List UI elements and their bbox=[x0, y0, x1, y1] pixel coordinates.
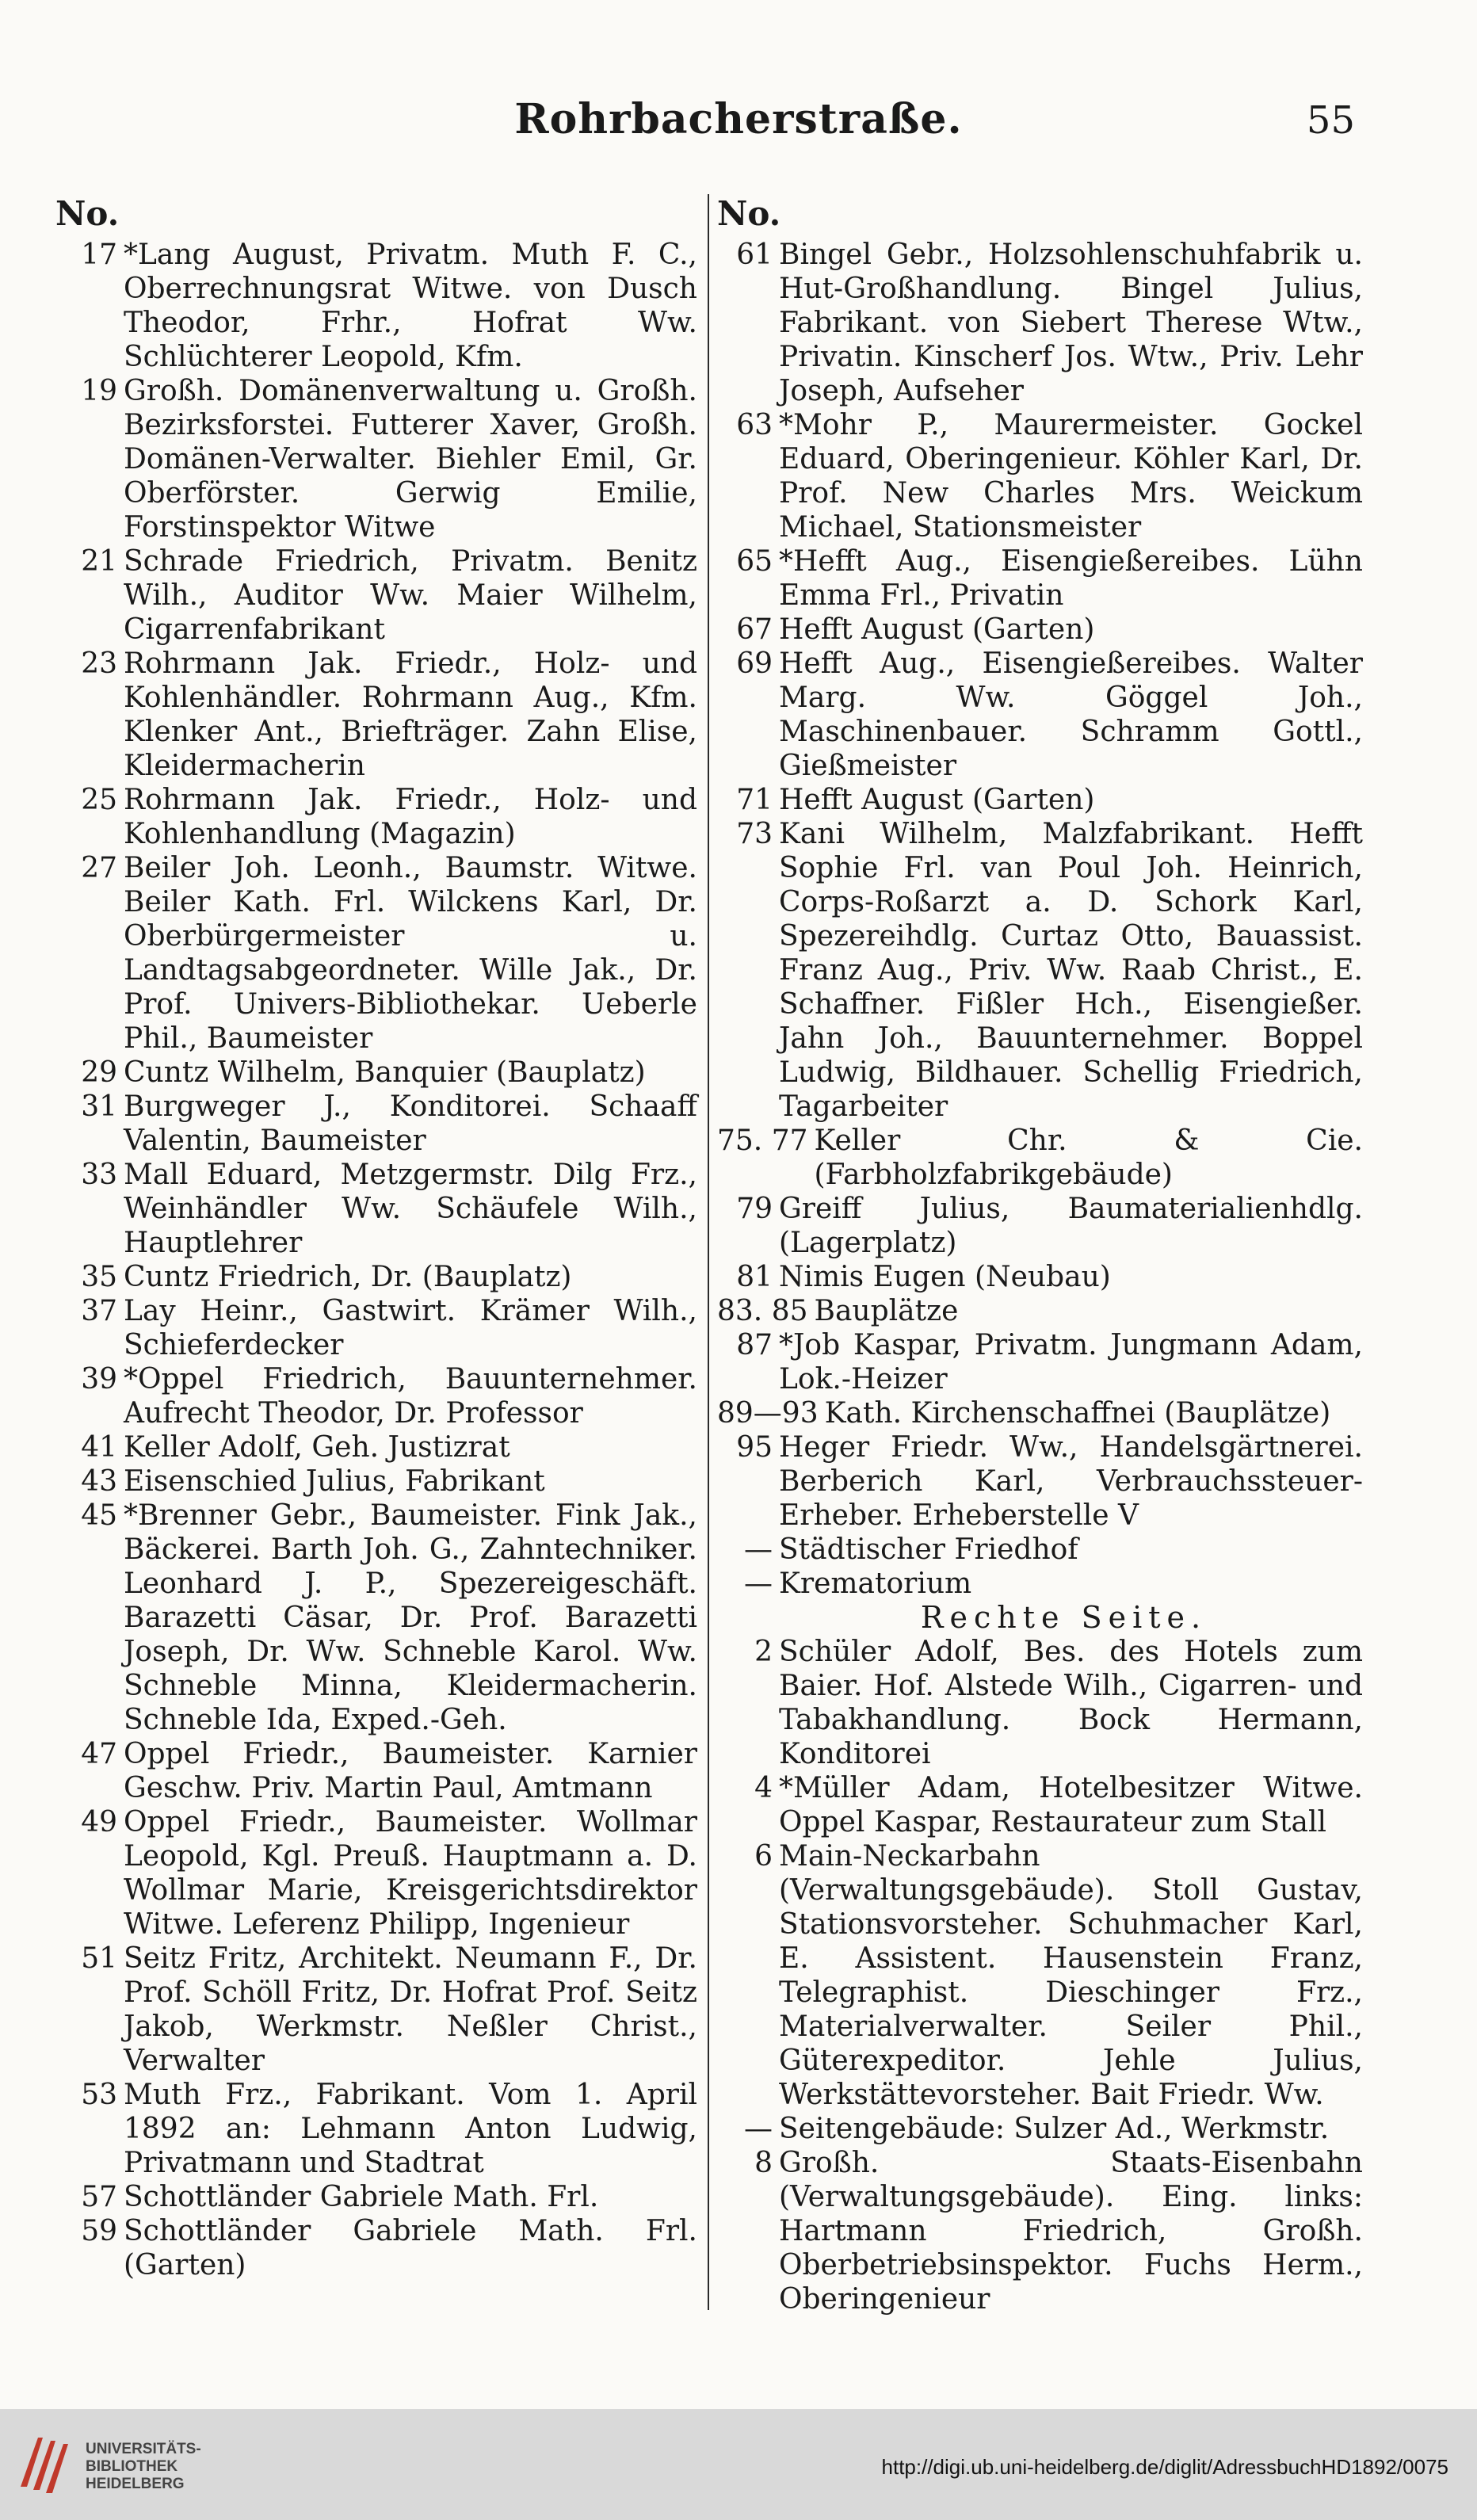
house-number: 8 bbox=[754, 2147, 773, 2179]
resident-list: Burgweger J., Konditorei. Schaaff Valentin, Baumeister bbox=[124, 1090, 697, 1157]
resident-list: Nimis Eugen (Neubau) bbox=[779, 1261, 1111, 1293]
address-entry bbox=[55, 1499, 697, 1737]
resident-list: Seitengebäude: Sulzer Ad., Werkmstr. bbox=[779, 2113, 1330, 2145]
house-number: 17 bbox=[81, 239, 117, 271]
resident-list: Cuntz Wilhelm, Banquier (Bauplatz) bbox=[124, 1056, 646, 1089]
address-entry bbox=[55, 1158, 697, 1260]
column-divider bbox=[708, 194, 709, 2310]
house-number: 67 bbox=[736, 613, 773, 646]
resident-list: *Job Kaspar, Privatm. Jungmann Adam, Lok.-Heizer bbox=[779, 1329, 1363, 1396]
resident-list: Städtischer Friedhof bbox=[779, 1533, 1078, 1566]
address-entry bbox=[55, 1260, 697, 1294]
resident-list: *Lang August, Privatm. Muth F. C., Oberrechnungsrat Witwe. von Dusch Theodor, Frhr., Hofrat Ww. Schlüchterer Leopold, Kfm. bbox=[124, 239, 697, 373]
resident-list: Schottländer Gabriele Math. Frl. (Garten) bbox=[124, 2215, 697, 2281]
address-entry bbox=[55, 1430, 697, 1464]
house-number: 35 bbox=[81, 1261, 117, 1293]
house-number: 29 bbox=[81, 1056, 117, 1089]
address-entry bbox=[717, 2112, 1363, 2146]
resident-list: Oppel Friedr., Baumeister. Wollmar Leopold, Kgl. Preuß. Hauptmann a. D. Wollmar Marie, Kreisgerichtsdirektor Witwe. Leferenz Philipp, Ingenieur bbox=[124, 1806, 697, 1941]
resident-list: Mall Eduard, Metzgermstr. Dilg Frz., Weinhändler Ww. Schäufele Wilh., Hauptlehrer bbox=[124, 1159, 697, 1259]
house-number: 83. 85 bbox=[717, 1295, 808, 1327]
resident-list: Lay Heinr., Gastwirt. Krämer Wilh., Schieferdecker bbox=[124, 1295, 697, 1361]
address-entry bbox=[717, 1124, 1363, 1192]
house-number: 31 bbox=[81, 1090, 117, 1123]
resident-list: *Hefft Aug., Eisengießereibes. Lühn Emma Frl., Privatin bbox=[779, 545, 1363, 612]
address-entry bbox=[55, 2078, 697, 2180]
address-entry bbox=[55, 1464, 697, 1499]
address-entry bbox=[717, 1396, 1363, 1430]
address-entry bbox=[55, 1805, 697, 1942]
house-number: 73 bbox=[736, 818, 773, 850]
resident-list: Kani Wilhelm, Malzfabrikant. Hefft Sophie Frl. van Poul Joh. Heinrich, Corps-Roßarzt a. D. Schork Karl, Spezereihdlg. Curtaz Otto, Bauassist. Franz Aug., Priv. Ww. Raab Christ., E. Schaffner. Fißler Hch., Eisengießer. Jahn Joh., Bauunternehmer. Boppel Ludwig, Bildhauer. Schellig Friedrich, Tagarbeiter bbox=[779, 818, 1363, 1123]
address-entry bbox=[717, 1771, 1363, 1839]
house-number: 4 bbox=[754, 1772, 773, 1804]
address-entry bbox=[717, 1635, 1363, 1771]
house-number: 89—93 bbox=[717, 1397, 819, 1430]
address-entry bbox=[55, 2180, 697, 2214]
resident-list: Keller Adolf, Geh. Justizrat bbox=[124, 1431, 510, 1464]
page-title: Rohrbacherstraße. bbox=[514, 95, 963, 143]
resident-list: Rohrmann Jak. Friedr., Holz- und Kohlenhändler. Rohrmann Aug., Kfm. Klenker Ant., Briefträger. Zahn Elise, Kleidermacherin bbox=[124, 647, 697, 782]
house-number: 37 bbox=[81, 1295, 117, 1327]
house-number: 79 bbox=[736, 1193, 773, 1225]
resident-list: Cuntz Friedrich, Dr. (Bauplatz) bbox=[124, 1261, 572, 1293]
address-entry bbox=[717, 647, 1363, 783]
address-entry bbox=[55, 647, 697, 783]
left-column bbox=[55, 190, 697, 2282]
resident-list: Muth Frz., Fabrikant. Vom 1. April 1892 an: Lehmann Anton Ludwig, Privatmann und Stadtrat bbox=[124, 2079, 697, 2179]
right-column bbox=[717, 190, 1363, 2316]
resident-list: Heger Friedr. Ww., Handelsgärtnerei. Berberich Karl, Verbrauchssteuer-Erheber. Erheberstelle V bbox=[779, 1431, 1363, 1532]
address-entry bbox=[55, 238, 697, 374]
house-number: — bbox=[744, 2113, 773, 2145]
resident-list: Oppel Friedr., Baumeister. Karnier Geschw. Priv. Martin Paul, Amtmann bbox=[124, 1738, 697, 1804]
resident-list: Hefft August (Garten) bbox=[779, 613, 1095, 646]
resident-list: Schottländer Gabriele Math. Frl. bbox=[124, 2181, 599, 2213]
resident-list: *Oppel Friedrich, Bauunternehmer. Aufrecht Theodor, Dr. Professor bbox=[124, 1363, 697, 1430]
address-entry bbox=[55, 2214, 697, 2282]
resident-list: Großh. Staats-Eisenbahn (Verwaltungsgebäude). Eing. links: Hartmann Friedrich, Großh. Oberbetriebsinspektor. Fuchs Herm., Oberingenieur bbox=[779, 2147, 1363, 2316]
house-number: 25 bbox=[81, 784, 117, 816]
address-entry bbox=[55, 1362, 697, 1430]
resident-list: Greiff Julius, Baumaterialienhdlg. (Lagerplatz) bbox=[779, 1193, 1363, 1259]
address-entry bbox=[55, 374, 697, 544]
address-entry bbox=[717, 1839, 1363, 2112]
house-number: 61 bbox=[736, 239, 773, 271]
logo-line: BIBLIOTHEK bbox=[86, 2458, 178, 2475]
column-label: No. bbox=[717, 194, 781, 233]
resident-list: Bauplätze bbox=[814, 1295, 959, 1327]
house-number: 49 bbox=[81, 1806, 117, 1838]
address-entry bbox=[55, 1737, 697, 1805]
house-number: 95 bbox=[736, 1431, 773, 1464]
house-number: 51 bbox=[81, 1942, 117, 1975]
resident-list: Hefft August (Garten) bbox=[779, 784, 1095, 816]
address-entry bbox=[717, 1430, 1363, 1533]
resident-list: Beiler Joh. Leonh., Baumstr. Witwe. Beiler Kath. Frl. Wilckens Karl, Dr. Oberbürgermeister u. Landtagsabgeordneter. Wille Jak., Dr. Prof. Univers‑Bibliothekar. Ueberle Phil., Baumeister bbox=[124, 852, 697, 1055]
resident-list: Seitz Fritz, Architekt. Neumann F., Dr. Prof. Schöll Fritz, Dr. Hofrat Prof. Seitz Jakob, Werkmstr. Neßler Christ., Verwalter bbox=[124, 1942, 697, 2077]
address-entry bbox=[717, 2146, 1363, 2316]
address-entry bbox=[717, 613, 1363, 647]
address-entry bbox=[717, 1260, 1363, 1294]
address-entry bbox=[55, 1294, 697, 1362]
house-number: 87 bbox=[736, 1329, 773, 1361]
resident-list: Krematorium bbox=[779, 1567, 972, 1600]
address-entry bbox=[55, 851, 697, 1056]
house-number: 39 bbox=[81, 1363, 117, 1396]
house-number: 59 bbox=[81, 2215, 117, 2247]
address-entry bbox=[717, 1328, 1363, 1396]
resident-list: *Mohr P., Maurermeister. Gockel Eduard, Oberingenieur. Köhler Karl, Dr. Prof. New Charles Mrs. Weickum Michael, Stationsmeister bbox=[779, 409, 1363, 544]
house-number: 33 bbox=[81, 1159, 117, 1191]
library-logo-text bbox=[86, 2441, 244, 2493]
address-entry bbox=[55, 783, 697, 851]
logo-line: UNIVERSITÄTS- bbox=[86, 2441, 201, 2457]
source-url-link[interactable]: http://digi.ub.uni-heidelberg.de/diglit/AdressbuchHD1892/0075 bbox=[881, 2455, 1448, 2479]
address-entry bbox=[717, 1567, 1363, 1601]
resident-list: Eisenschied Julius, Fabrikant bbox=[124, 1465, 545, 1498]
house-number: 6 bbox=[754, 1840, 773, 1873]
address-entry bbox=[717, 1294, 1363, 1328]
address-entry bbox=[717, 1533, 1363, 1567]
house-number: 45 bbox=[81, 1499, 117, 1532]
resident-list: *Brenner Gebr., Baumeister. Fink Jak., Bäckerei. Barth Joh. G., Zahntechniker. Leonhard J. P., Spezereigeschäft. Barazetti Cäsar, Dr. Prof. Barazetti Joseph, Dr. Ww. Schneble Karol. Ww. Schneble Minna, Kleidermacherin. Schneble Ida, Exped.-Geh. bbox=[124, 1499, 697, 1736]
house-number: 47 bbox=[81, 1738, 117, 1770]
resident-list: *Müller Adam, Hotelbesitzer Witwe. Oppel Kaspar, Restaurateur zum Stall bbox=[779, 1772, 1363, 1838]
address-entry bbox=[55, 544, 697, 647]
house-number: — bbox=[744, 1567, 773, 1600]
address-entry bbox=[717, 408, 1363, 544]
column-label: No. bbox=[55, 194, 120, 233]
house-number: 27 bbox=[81, 852, 117, 884]
resident-list: Keller Chr. & Cie. (Farbholzfabrikgebäude) bbox=[814, 1124, 1363, 1191]
house-number: 53 bbox=[81, 2079, 117, 2111]
resident-list: Hefft Aug., Eisengießereibes. Walter Marg. Ww. Göggel Joh., Maschinenbauer. Schramm Gottl., Gießmeister bbox=[779, 647, 1363, 782]
address-entry bbox=[717, 1192, 1363, 1260]
address-entry bbox=[717, 817, 1363, 1124]
address-entry bbox=[717, 783, 1363, 817]
entry-list bbox=[717, 238, 1363, 2316]
library-logo-icon bbox=[14, 2431, 76, 2498]
section-heading: Rechte Seite. bbox=[920, 1600, 1208, 1635]
address-entry bbox=[55, 1056, 697, 1090]
house-number: 23 bbox=[81, 647, 117, 680]
house-number: 75. 77 bbox=[717, 1124, 808, 1157]
house-number: 21 bbox=[81, 545, 117, 578]
logo-line: HEIDELBERG bbox=[86, 2476, 185, 2492]
address-entry bbox=[717, 544, 1363, 613]
house-number: — bbox=[744, 1533, 773, 1566]
house-number: 63 bbox=[736, 409, 773, 441]
resident-list: Großh. Domänenverwaltung u. Großh. Bezirksforstei. Futterer Xaver, Großh. Domänen-Verwalter. Biehler Emil, Gr. Oberförster. Gerwig Emilie, Forstinspektor Witwe bbox=[124, 375, 697, 544]
house-number: 41 bbox=[81, 1431, 117, 1464]
resident-list: Schüler Adolf, Bes. des Hotels zum Baier. Hof. Alstede Wilh., Cigarren- und Tabakhandlung. Bock Hermann, Konditorei bbox=[779, 1636, 1363, 1770]
house-number: 2 bbox=[754, 1636, 773, 1668]
house-number: 71 bbox=[736, 784, 773, 816]
resident-list: Main-Neckarbahn (Verwaltungsgebäude). Stoll Gustav, Stationsvorsteher. Schuhmacher Karl, E. Assistent. Hausenstein Franz, Telegraphist. Dieschinger Frz., Materialverwalter. Seiler Phil., Güterexpeditor. Jehle Julius, Werkstättevorsteher. Bait Friedr. Ww. bbox=[779, 1840, 1363, 2111]
house-number: 69 bbox=[736, 647, 773, 680]
entry-list bbox=[55, 238, 697, 2282]
address-entry bbox=[55, 1090, 697, 1158]
page-number: 55 bbox=[1306, 98, 1355, 143]
resident-list: Kath. Kirchenschaffnei (Bauplätze) bbox=[824, 1397, 1331, 1430]
house-number: 43 bbox=[81, 1465, 117, 1498]
house-number: 65 bbox=[736, 545, 773, 578]
house-number: 19 bbox=[81, 375, 117, 407]
address-entry bbox=[717, 238, 1363, 408]
house-number: 57 bbox=[81, 2181, 117, 2213]
address-entry bbox=[55, 1942, 697, 2078]
footer-bar bbox=[0, 2409, 1477, 2520]
resident-list: Bingel Gebr., Holzsohlenschuhfabrik u. Hut-Großhandlung. Bingel Julius, Fabrikant. von Siebert Therese Wtw., Privatin. Kinscherf Jos. Wtw., Priv. Lehr Joseph, Aufseher bbox=[779, 239, 1363, 407]
house-number: 81 bbox=[736, 1261, 773, 1293]
resident-list: Schrade Friedrich, Privatm. Benitz Wilh., Auditor Ww. Maier Wilhelm, Cigarrenfabrikant bbox=[124, 545, 697, 646]
resident-list: Rohrmann Jak. Friedr., Holz- und Kohlenhandlung (Magazin) bbox=[124, 784, 697, 850]
